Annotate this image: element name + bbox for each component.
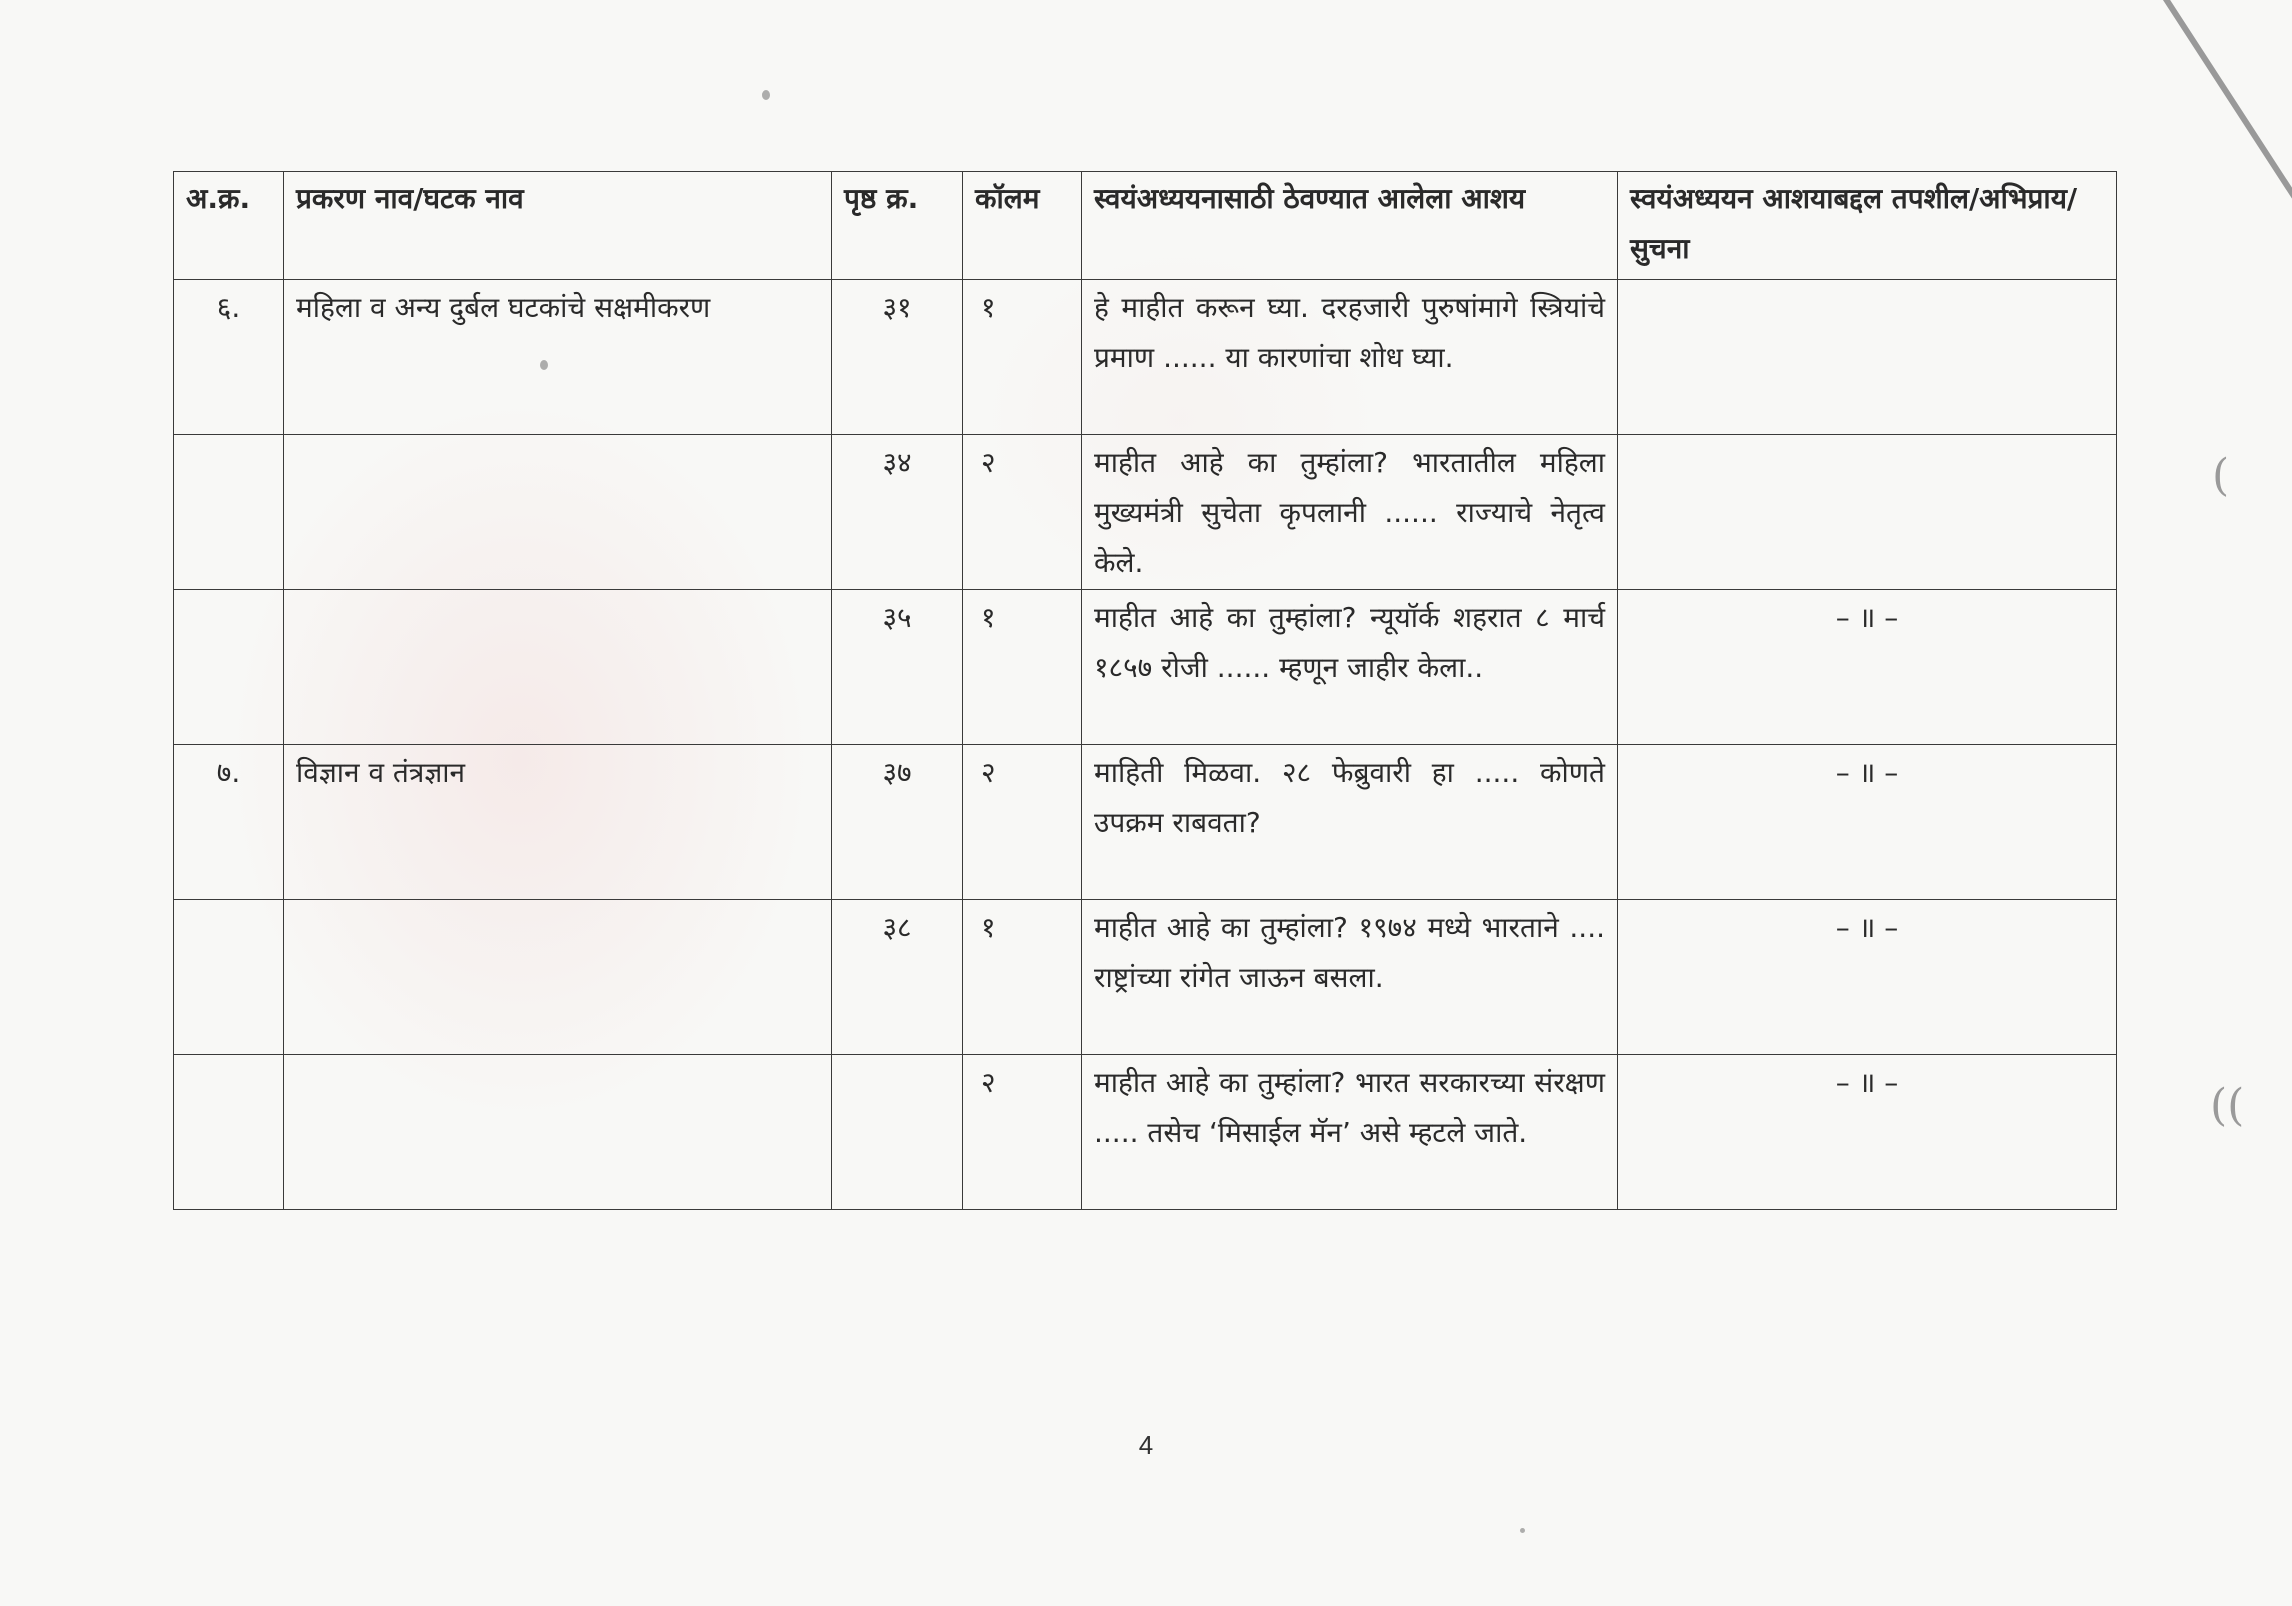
header-content: स्वयंअध्ययनासाठी ठेवण्यात आलेला आशय <box>1082 172 1618 280</box>
cell-chapter-name <box>284 900 832 1055</box>
cell-content: माहीत आहे का तुम्हांला? १९७४ मध्ये भारताने .... राष्ट्रांच्या रांगेत जाऊन बसला. <box>1082 900 1618 1055</box>
table-row <box>174 900 2117 1055</box>
edge-mark-2: (( <box>2210 1080 2245 1131</box>
cell-column: १ <box>963 280 1082 435</box>
header-chapter-name: प्रकरण नाव/घटक नाव <box>284 172 832 280</box>
header-page-no: पृष्ठ क्र. <box>832 172 963 280</box>
cell-serial-no: ६. <box>174 280 284 435</box>
cell-page-no: ३८ <box>832 900 963 1055</box>
cell-page-no: ३४ <box>832 435 963 590</box>
cell-remarks <box>1618 435 2117 590</box>
cell-remarks: – ॥ – <box>1618 1055 2117 1210</box>
cell-chapter-name <box>284 435 832 590</box>
table-row <box>174 590 2117 745</box>
cell-chapter-name <box>284 1055 832 1210</box>
cell-column: २ <box>963 745 1082 900</box>
cell-serial-no <box>174 590 284 745</box>
cell-chapter-name <box>284 590 832 745</box>
cell-page-no: ३७ <box>832 745 963 900</box>
cell-serial-no <box>174 1055 284 1210</box>
cell-remarks: – ॥ – <box>1618 590 2117 745</box>
cell-column: २ <box>963 435 1082 590</box>
cell-content: माहीत आहे का तुम्हांला? न्यूयॉर्क शहरात ८ मार्च १८५७ रोजी ...... म्हणून जाहीर केला.. <box>1082 590 1618 745</box>
cell-page-no <box>832 1055 963 1210</box>
cell-column: १ <box>963 900 1082 1055</box>
cell-chapter-name: महिला व अन्य दुर्बल घटकांचे सक्षमीकरण <box>284 280 832 435</box>
table-header-row <box>174 172 2117 280</box>
scan-speck <box>1520 1528 1525 1533</box>
cell-remarks: – ॥ – <box>1618 900 2117 1055</box>
cell-remarks <box>1618 280 2117 435</box>
header-column: कॉलम <box>963 172 1082 280</box>
cell-content: हे माहीत करून घ्या. दरहजारी पुरुषांमागे स्त्रियांचे प्रमाण ...... या कारणांचा शोध घ्या. <box>1082 280 1618 435</box>
header-serial-no: अ.क्र. <box>174 172 284 280</box>
cell-serial-no: ७. <box>174 745 284 900</box>
cell-serial-no <box>174 900 284 1055</box>
self-study-table <box>173 171 2117 1210</box>
scan-artifact-line <box>2150 0 2292 257</box>
table-row <box>174 745 2117 900</box>
edge-mark-1: ( <box>2212 450 2230 501</box>
table-row <box>174 435 2117 590</box>
cell-content: माहिती मिळवा. २८ फेब्रुवारी हा ..... कोणते उपक्रम राबवता? <box>1082 745 1618 900</box>
cell-remarks: – ॥ – <box>1618 745 2117 900</box>
table-row <box>174 1055 2117 1210</box>
header-remarks: स्वयंअध्ययन आशयाबद्दल तपशील/अभिप्राय/सुचना <box>1618 172 2117 280</box>
cell-chapter-name: विज्ञान व तंत्रज्ञान <box>284 745 832 900</box>
cell-column: २ <box>963 1055 1082 1210</box>
table-row <box>174 280 2117 435</box>
page-number: 4 <box>1138 1430 1154 1460</box>
cell-page-no: ३५ <box>832 590 963 745</box>
cell-content: माहीत आहे का तुम्हांला? भारतातील महिला मुख्यमंत्री सुचेता कृपलानी ...... राज्याचे नेतृत्व केले. <box>1082 435 1618 590</box>
cell-content: माहीत आहे का तुम्हांला? भारत सरकारच्या संरक्षण ..... तसेच ‘मिसाईल मॅन’ असे म्हटले जाते. <box>1082 1055 1618 1210</box>
scan-speck <box>762 90 770 100</box>
cell-page-no: ३१ <box>832 280 963 435</box>
cell-column: १ <box>963 590 1082 745</box>
cell-serial-no <box>174 435 284 590</box>
